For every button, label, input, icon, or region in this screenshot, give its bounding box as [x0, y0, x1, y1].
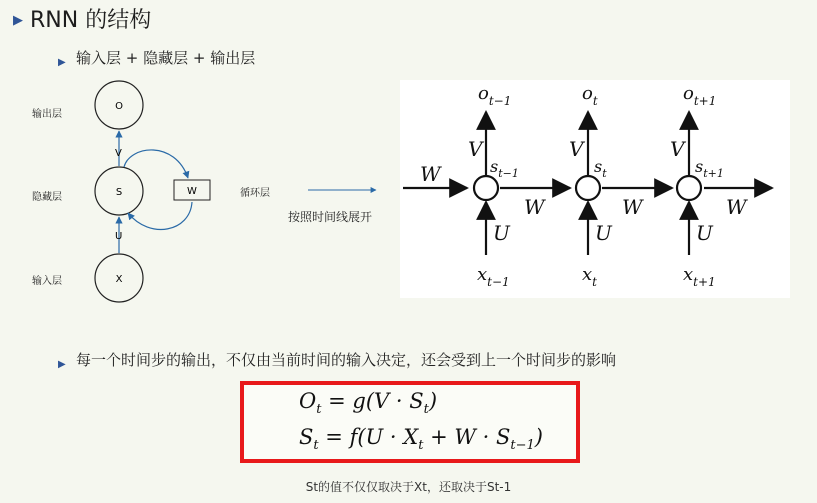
recurrent-layer-label: 循环层	[240, 188, 270, 199]
v-label-0: V	[468, 137, 483, 161]
v-edge-label: V	[115, 148, 122, 159]
caption: St的值不仅仅取决于Xt，还取决于St-1	[305, 480, 512, 494]
formula-box	[240, 381, 580, 463]
s-label-0: $s_{t-1}$	[490, 157, 519, 180]
bullet-influence: 每一个时间步的输出，不仅由当前时间的输入决定，还会受到上一个时间步的影响	[76, 351, 617, 369]
w-label-3: W	[726, 195, 747, 219]
o-label-0: $o_{t-1}$	[478, 83, 512, 108]
loop-out-edge	[124, 150, 188, 178]
u-label-1: U	[595, 221, 612, 245]
u-label-2: U	[696, 221, 713, 245]
output-node	[95, 81, 143, 129]
input-node	[95, 254, 143, 302]
s-label-2: $s_{t+1}$	[695, 157, 724, 180]
recurrent-weight-label: W	[187, 186, 197, 197]
page-title: RNN 的结构	[30, 8, 152, 33]
input-node-label: X	[115, 274, 123, 285]
hidden-node	[95, 167, 143, 215]
bullet-layers: 输入层 + 隐藏层 + 输出层	[76, 49, 256, 67]
input-layer-label: 输入层	[32, 276, 62, 287]
hidden-layer-label: 隐藏层	[32, 192, 62, 203]
w-label-0: W	[420, 162, 441, 186]
v-label-2: V	[670, 137, 685, 161]
recurrent-weight-box	[174, 180, 210, 200]
hidden-node-label: S	[115, 187, 123, 198]
x-label-1: $x_t$	[582, 264, 597, 289]
x-label-2: $x_{t+1}$	[683, 264, 716, 289]
x-label-0: $x_{t-1}$	[477, 264, 510, 289]
bullet-icon-2: ▶	[58, 359, 66, 370]
bullet-icon: ▶	[58, 57, 66, 68]
u-label-0: U	[493, 221, 510, 245]
formula-output: $O_t = g(V \cdot S_t)$	[299, 389, 438, 418]
title-bullet-icon: ▶	[13, 13, 23, 28]
u-edge-label: U	[115, 231, 123, 242]
s-label-1: $s_t$	[594, 157, 607, 180]
v-label-1: V	[569, 137, 584, 161]
formula-state: $S_t = f(U \cdot X_t + W \cdot S_{t-1})$	[299, 425, 543, 454]
output-node-label: O	[115, 101, 123, 112]
o-label-1: $o_t$	[582, 83, 598, 108]
w-label-2: W	[622, 195, 643, 219]
o-label-2: $o_{t+1}$	[683, 83, 717, 108]
w-label-1: W	[524, 195, 545, 219]
unfold-label: 按照时间线展开	[288, 210, 373, 224]
output-layer-label: 输出层	[32, 109, 62, 120]
